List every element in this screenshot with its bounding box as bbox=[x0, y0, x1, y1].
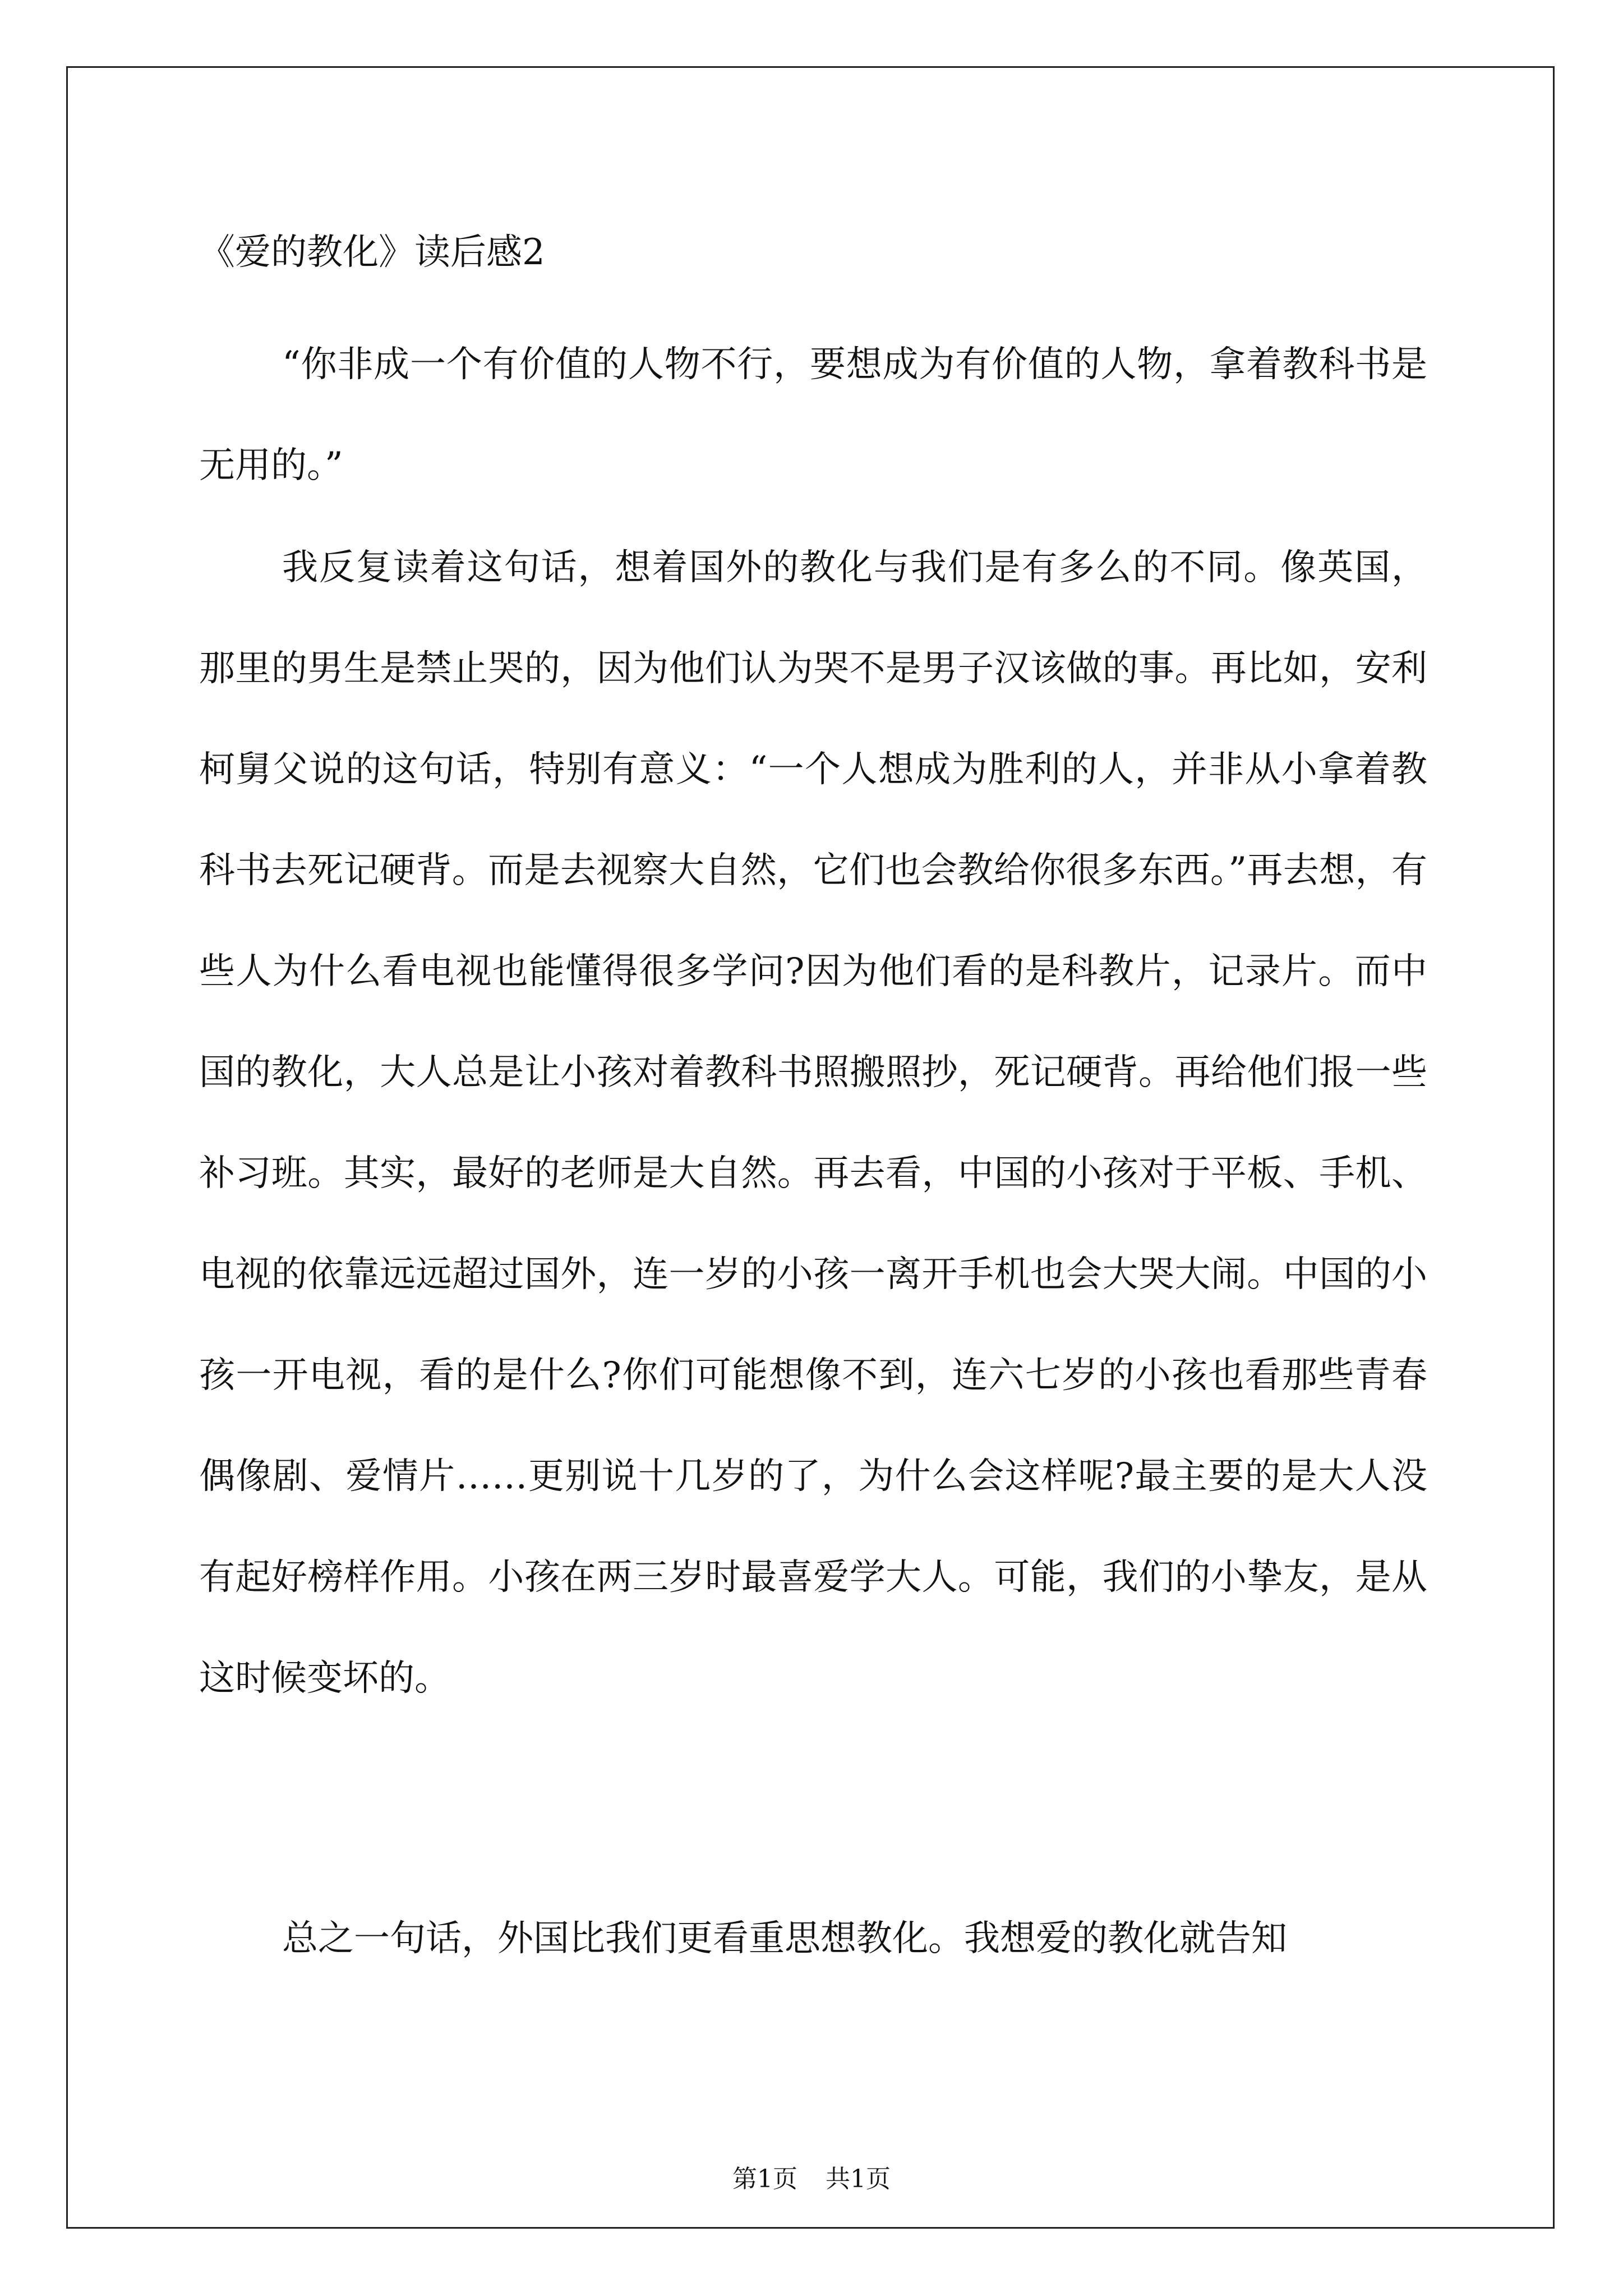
paragraph-body: 我反复读着这句话，想着国外的教化与我们是有多么的不同。像英国，那里的男生是禁止哭的，因为他们认为哭不是男子汉该做的事。再比如，安利柯舅父说的这句话，特别有意义：“一个人想成为胜利的人，并非从小拿着教科书去死记硬背。而是去视察大自然，它们也会教给你很多东西。”再去想，有些人为什么看电视也能懂得很多学问?因为他们看的是科教片，记录片。而中国的教化，大人总是让小孩对着教科书照搬照抄，死记硬背。再给他们报一些补习班。其实，最好的老师是大自然。再去看，中国的小孩对于平板、手机、电视的依靠远远超过国外，连一岁的小孩一离开手机也会大哭大闹。中国的小孩一开电视，看的是什么?你们可能想像不到，连六七岁的小孩也看那些青春偶像剧、爱情片……更别说十几岁的了，为什么会这样呢?最主要的是大人没有起好榜样作用。小孩在两三岁时最喜爱学大人。可能，我们的小挚友，是从这时候变坏的。 bbox=[199, 547, 1427, 1699]
page-total: 共1页 bbox=[826, 2165, 891, 2193]
paragraph-conclusion: 总之一句话，外国比我们更看重思想教化。我想爱的教化就告知 bbox=[282, 1918, 1287, 1959]
paragraph-quote: “你非成一个有价值的人物不行，要想成为有价值的人物，拿着教科书是无用的。” bbox=[199, 344, 1427, 486]
page-footer bbox=[0, 2162, 1623, 2196]
document-title: 《爱的教化》读后感2 bbox=[199, 232, 545, 273]
page-number: 第1页 bbox=[732, 2165, 797, 2193]
